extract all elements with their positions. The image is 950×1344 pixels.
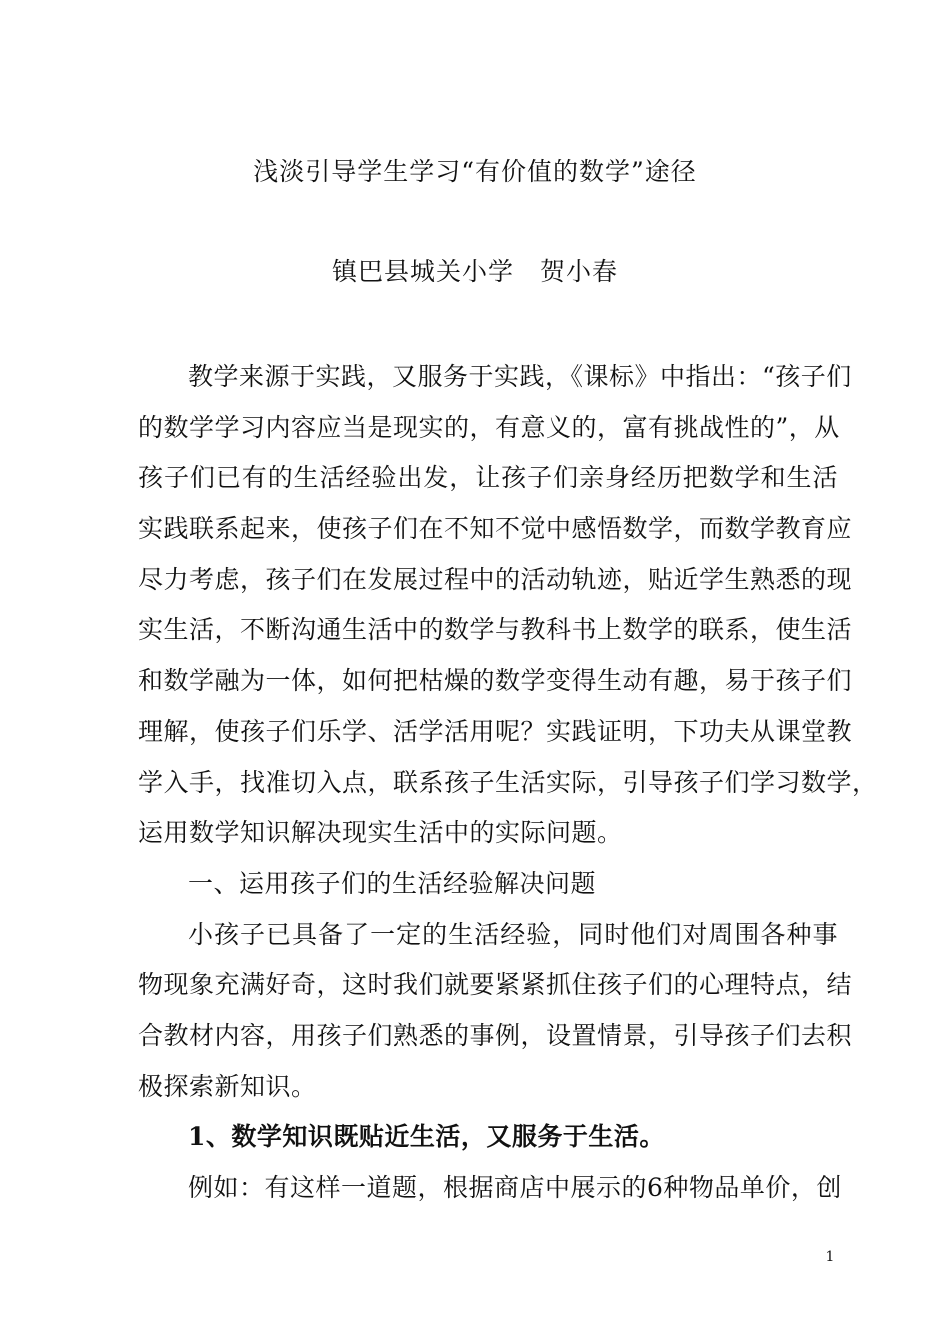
paragraph-line: 合教材内容，用孩子们熟悉的事例，设置情景，引导孩子们去积 xyxy=(138,1020,853,1050)
paragraph-line: 实践联系起来，使孩子们在不知不觉中感悟数学，而数学教育应 xyxy=(138,514,853,544)
paragraph-line: 孩子们已有的生活经验出发，让孩子们亲身经历把数学和生活 xyxy=(138,463,838,493)
page-number: 1 xyxy=(825,1249,835,1265)
paragraph-line: 物现象充满好奇，这时我们就要紧紧抓住孩子们的心理特点，结 xyxy=(138,970,853,1000)
paragraph-line: 极探索新知识。 xyxy=(138,1071,317,1101)
paragraph-line: 的数学学习内容应当是现实的，有意义的，富有挑战性的”，从 xyxy=(138,412,840,442)
paragraph-line: 学入手，找准切入点，联系孩子生活实际，引导孩子们学习数学， xyxy=(138,767,878,797)
paragraph-line: 小孩子已具备了一定的生活经验，同时他们对周围各种事 xyxy=(188,919,838,949)
document-body xyxy=(138,352,878,1214)
paragraph-line: 尽力考虑，孩子们在发展过程中的活动轨迹，贴近学生熟悉的现 xyxy=(138,564,853,594)
document-title: 浅淡引导学生学习“有价值的数学”途径 xyxy=(253,157,697,186)
section-heading: 一、运用孩子们的生活经验解决问题 xyxy=(188,868,597,898)
paragraph-line: 运用数学知识解决现实生活中的实际问题。 xyxy=(138,818,623,848)
document-author: 镇巴县城关小学 贺小春 xyxy=(331,257,618,286)
paragraph-line: 教学来源于实践，又服务于实践，《课标》中指出：“孩子们 xyxy=(188,362,852,391)
paragraph-line: 理解，使孩子们乐学、活学活用呢？实践证明，下功夫从课堂教 xyxy=(138,716,853,746)
paragraph-line: 实生活，不断沟通生活中的数学与教科书上数学的联系，使生活 xyxy=(138,615,853,645)
paragraph-line: 例如：有这样一道题，根据商店中展示的6种物品单价，创 xyxy=(188,1173,842,1202)
paragraph-line: 和数学融为一体，如何把枯燥的数学变得生动有趣，易于孩子们 xyxy=(138,666,853,696)
subsection-heading: 1、数学知识既贴近生活，又服务于生活。 xyxy=(188,1122,665,1152)
